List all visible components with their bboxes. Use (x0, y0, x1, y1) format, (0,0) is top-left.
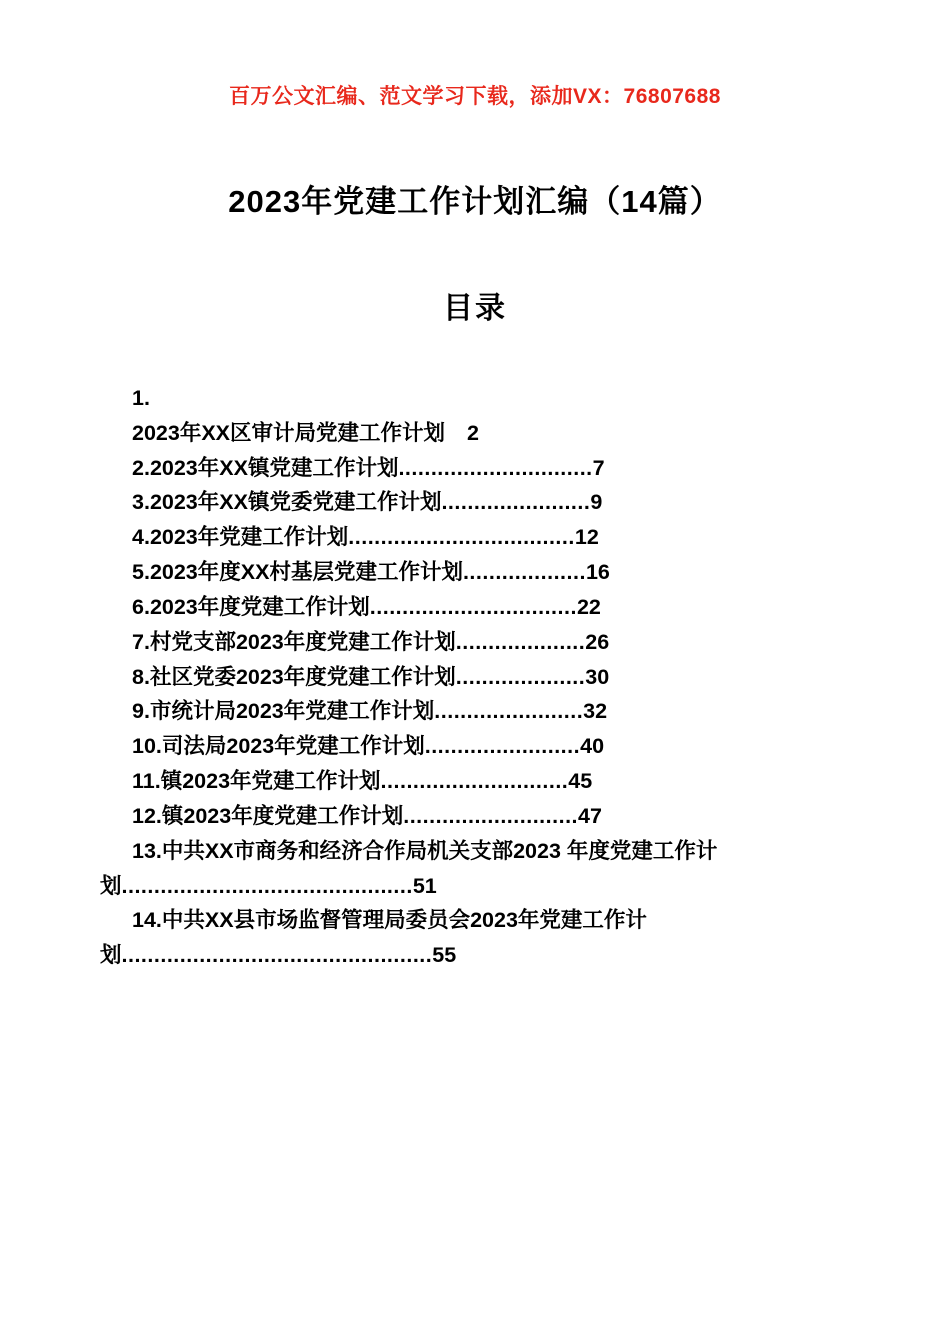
toc-entry-5[interactable] (100, 555, 850, 590)
toc-entry-3[interactable] (100, 485, 850, 520)
toc-entry-page: 26 (585, 629, 610, 654)
toc-entry-label: 2023年党建工作计划 (149, 525, 349, 550)
toc-entry-9[interactable] (100, 694, 850, 729)
toc-entry-number: 1. (132, 386, 150, 410)
toc-entry-page: 51 (412, 873, 437, 898)
toc-entry-number: 4. (132, 525, 150, 550)
toc-entry-page: 9 (590, 490, 603, 515)
toc-entry-label: 社区党委2023年度党建工作计划 (149, 664, 456, 689)
toc-entry-4[interactable] (100, 520, 850, 555)
toc-entry-label: 2023年度党建工作计划 (149, 594, 370, 619)
toc-entry-page: 32 (583, 699, 608, 724)
toc-leader: ................................................ (121, 943, 433, 968)
toc-entry-label: 2023年XX区审计局党建工作计划 2 (132, 420, 479, 445)
toc-entry-page: 22 (576, 594, 601, 619)
toc-entry-number: 2. (132, 455, 150, 480)
toc-entry-page: 2 (467, 420, 479, 445)
toc-entry-label: 2023年XX镇党建工作计划 (149, 455, 399, 480)
toc-leader: .............................. (398, 455, 593, 480)
toc-heading: 目录 (443, 292, 507, 325)
toc-leader: .................... (455, 664, 586, 689)
toc-leader: ................................... (348, 525, 575, 550)
toc-leader: ....................... (441, 490, 591, 515)
toc-leader: ................................ (369, 594, 577, 619)
toc-entry-page: 30 (585, 664, 610, 689)
toc-entry-label: 镇2023年度党建工作计划 (161, 803, 404, 828)
toc-entry-number: 7. (132, 629, 150, 654)
toc-entry-6[interactable] (100, 590, 850, 625)
toc-entry-13[interactable] (100, 834, 850, 904)
toc-entry-label: 镇2023年党建工作计划 (160, 769, 381, 794)
toc-entry-number: 12. (132, 803, 162, 828)
toc-entry-label: 市统计局2023年党建工作计划 (149, 699, 435, 724)
toc-leader: ................... (462, 560, 586, 585)
toc-entry-number: 8. (132, 664, 150, 689)
toc-entry-label: 2023年度XX村基层党建工作计划 (149, 560, 463, 585)
toc-entry-number: 14. (132, 908, 162, 933)
toc-entry-number: 11. (132, 769, 161, 794)
toc-entry-page: 16 (585, 560, 610, 585)
toc-entry-7[interactable] (100, 625, 850, 660)
toc-entry-number: 13. (132, 838, 162, 863)
table-of-contents (100, 381, 850, 973)
toc-entry-number: 9. (132, 699, 150, 724)
toc-entry-number: 10. (132, 734, 162, 759)
toc-entry-page: 12 (574, 525, 599, 550)
toc-entry-number: 3. (132, 490, 150, 515)
toc-entry-10[interactable] (100, 729, 850, 764)
toc-entry-number: 5. (132, 560, 150, 585)
toc-entry-12[interactable] (100, 799, 850, 834)
toc-entry-page: 45 (568, 769, 593, 794)
toc-entry-11[interactable] (100, 764, 850, 799)
toc-leader: ........................ (424, 734, 581, 759)
toc-entry-8[interactable] (100, 660, 850, 695)
toc-entry-label: 司法局2023年党建工作计划 (161, 734, 425, 759)
toc-entry-label: 中共XX县市场监督管理局委员会2023年党建工作计划 (100, 908, 647, 968)
toc-leader: ........................... (403, 803, 579, 828)
toc-entry-label: 中共XX市商务和经济合作局机关支部2023 年度党建工作计划 (100, 838, 718, 898)
toc-leader: ............................. (380, 769, 569, 794)
toc-entry-2[interactable] (100, 451, 850, 486)
toc-entry-1[interactable] (100, 381, 850, 451)
toc-entry-label: 2023年XX镇党委党建工作计划 (149, 490, 442, 515)
toc-entry-label: 村党支部2023年度党建工作计划 (149, 629, 456, 654)
toc-entry-page: 55 (432, 943, 457, 968)
toc-entry-page: 40 (580, 734, 605, 759)
toc-entry-number: 6. (132, 594, 150, 619)
toc-entry-14[interactable] (100, 903, 850, 973)
promo-banner: 百万公文汇编、范文学习下载，添加VX：76807688 (229, 85, 721, 108)
toc-entry-page: 7 (592, 455, 605, 480)
toc-leader: ............................................. (121, 873, 413, 898)
page-title: 2023年党建工作计划汇编（14篇） (228, 184, 722, 219)
toc-entry-page: 47 (578, 803, 602, 828)
toc-leader: ....................... (434, 699, 584, 724)
toc-leader: .................... (455, 629, 586, 654)
